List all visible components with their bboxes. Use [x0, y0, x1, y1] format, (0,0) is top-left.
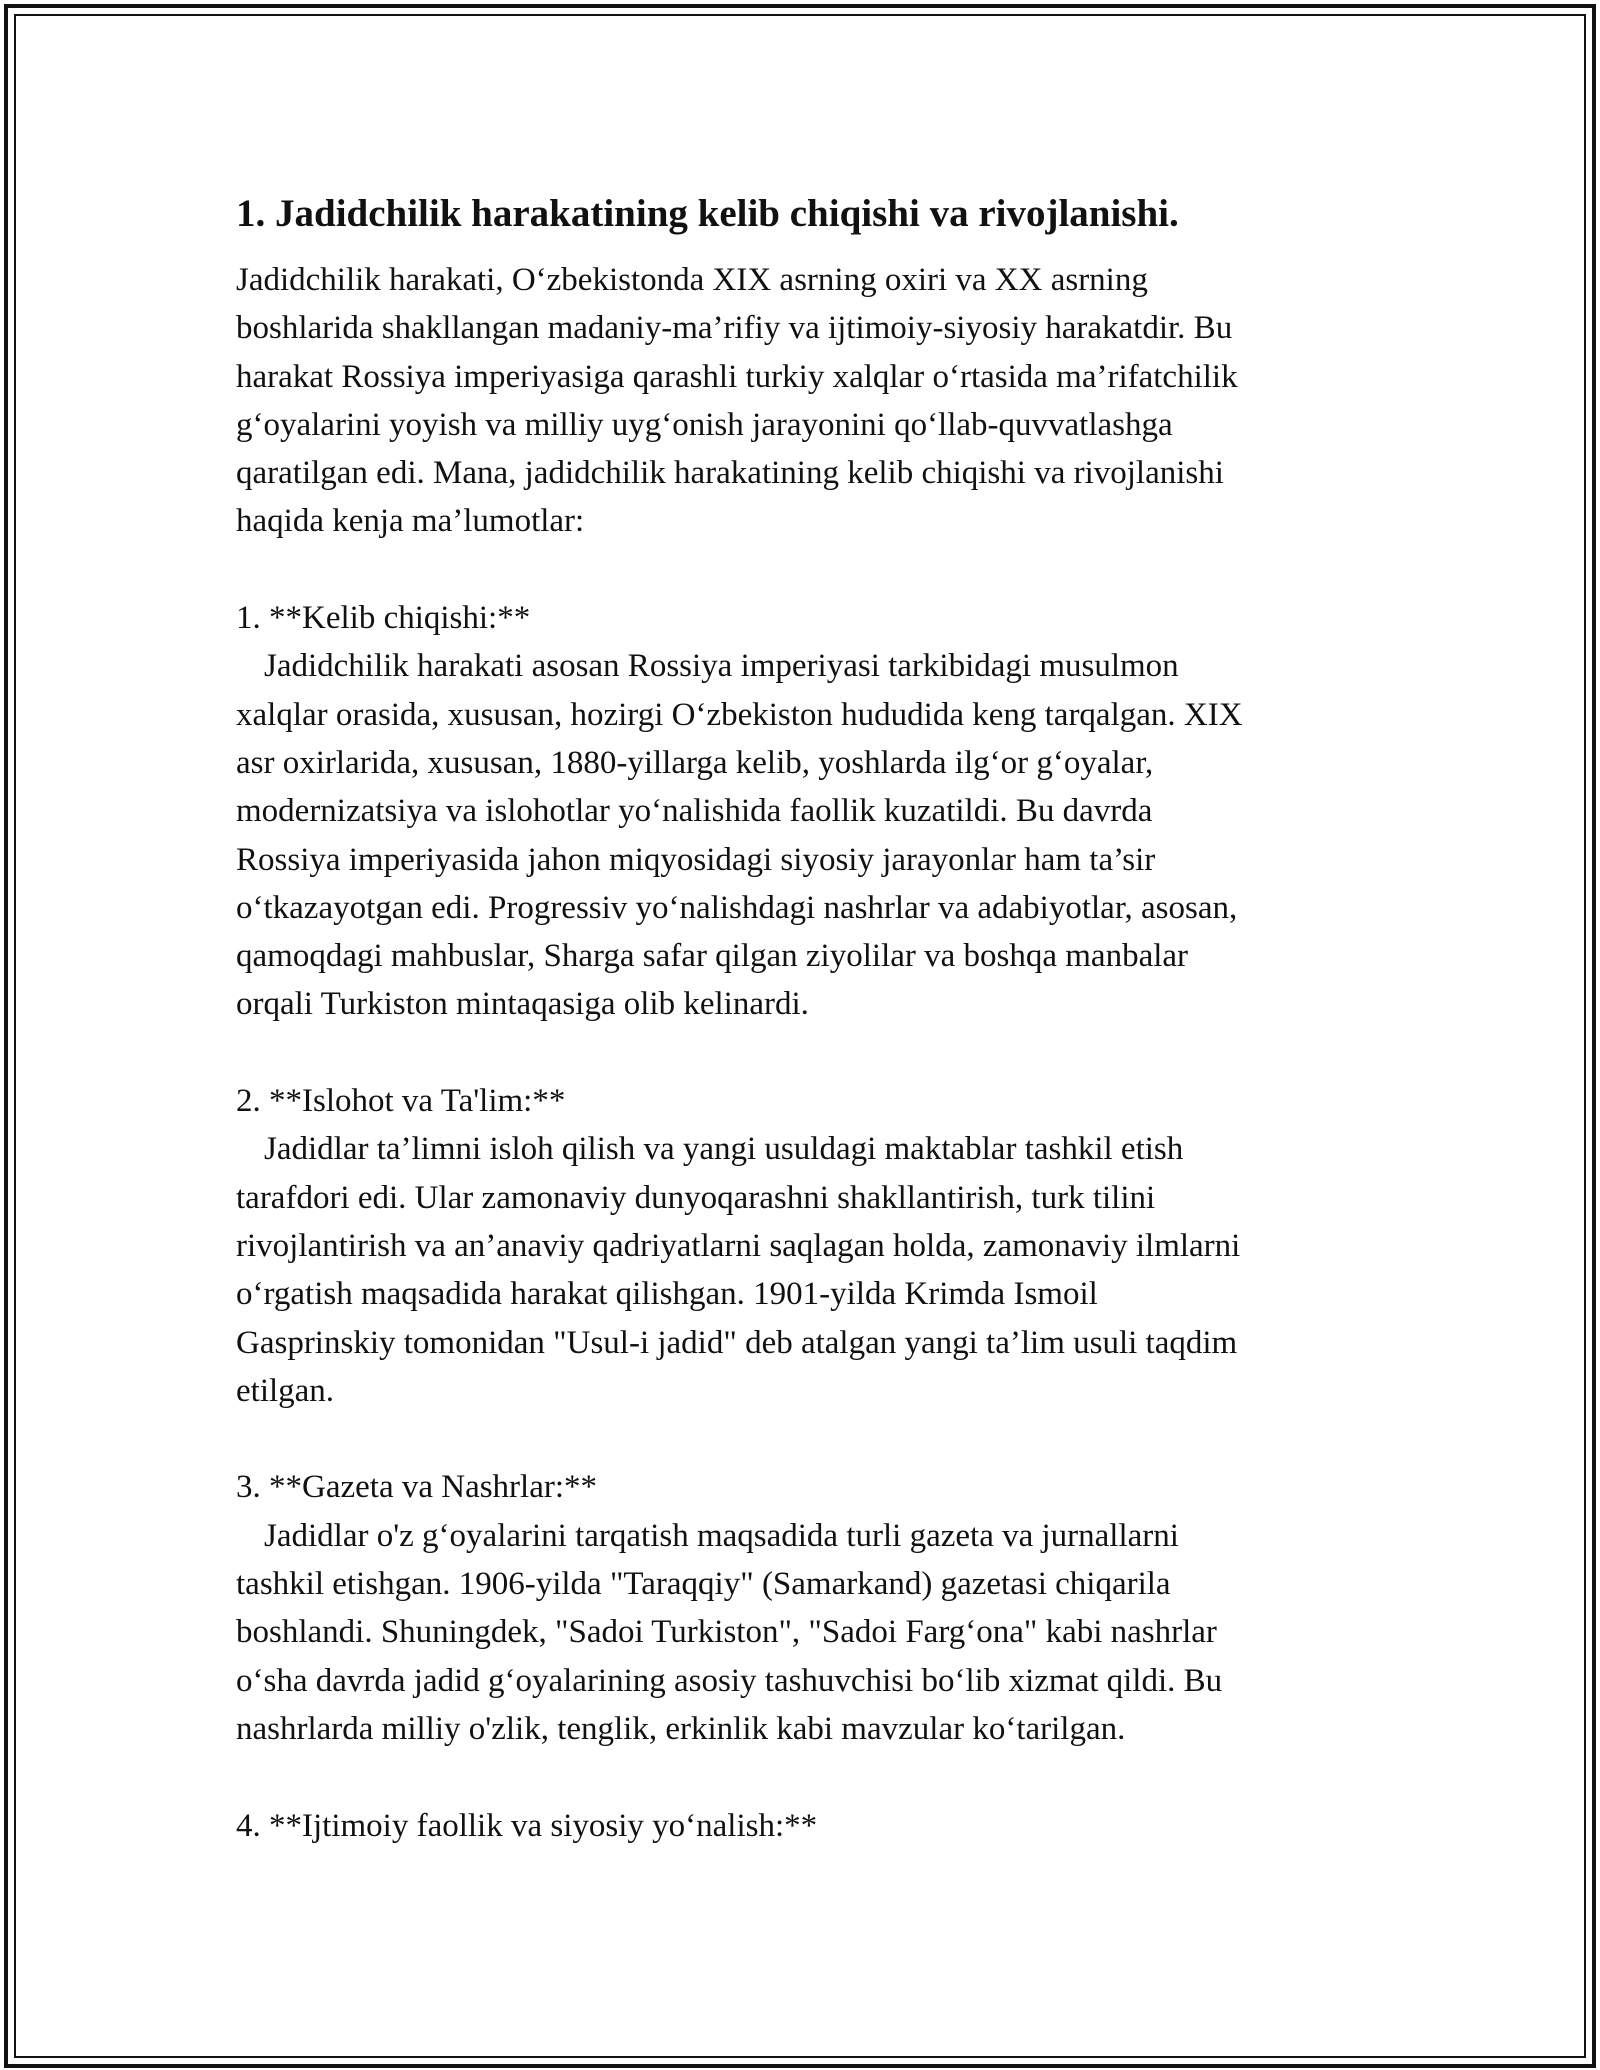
section-body: [236, 642, 1366, 1028]
section-ijtimoiy-faollik: [236, 1802, 1366, 1850]
paragraph-gap: [236, 546, 1366, 594]
paragraph-gap: [236, 1753, 1366, 1801]
section-line: nashrlarda milliy o'zlik, tenglik, erkinlik kabi mavzular ko‘tarilgan.: [236, 1710, 1126, 1747]
section-line: o‘sha davrda jadid g‘oyalarining asosiy tashuvchisi bo‘lib xizmat qildi. Bu: [236, 1662, 1223, 1699]
section-line: modernizatsiya va islohotlar yo‘nalishida faollik kuzatildi. Bu davrda: [236, 793, 1153, 830]
section-line: asr oxirlarida, xususan, 1880-yillarga kelib, yoshlarda ilg‘or g‘oyalar,: [236, 744, 1154, 781]
section-heading: 4. **Ijtimoiy faollik va siyosiy yo‘nalish:**: [236, 1807, 818, 1844]
section-line: tashkil etishgan. 1906-yilda "Taraqqiy" (Samarkand) gazetasi chiqarila: [236, 1566, 1171, 1603]
document-page: [236, 190, 1366, 1850]
section-line: tarafdori edi. Ular zamonaviy dunyoqarashni shakllantirish, turk tilini: [236, 1179, 1156, 1216]
section-line: Jadidchilik harakati asosan Rossiya imperiyasi tarkibidagi musulmon: [264, 648, 1179, 685]
intro-line: Jadidchilik harakati, O‘zbekistonda XIX asrning oxiri va XX asrning: [236, 262, 1148, 298]
intro-line: harakat Rossiya imperiyasiga qarashli turkiy xalqlar o‘rtasida ma’rifatchilik: [236, 358, 1238, 395]
paragraph-gap: [236, 1415, 1366, 1463]
section-heading: 1. **Kelib chiqishi:**: [236, 600, 531, 637]
section-line: Gasprinskiy tomonidan "Usul-i jadid" deb atalgan yangi ta’lim usuli taqdim: [236, 1324, 1238, 1361]
intro-line: boshlarida shakllangan madaniy-ma’rifiy va ijtimoiy-siyosiy harakatdir. Bu: [236, 310, 1233, 347]
section-line: Rossiya imperiyasida jahon miqyosidagi siyosiy jarayonlar ham ta’sir: [236, 841, 1156, 878]
section-line: Jadidlar ta’limni isloh qilish va yangi usuldagi maktablar tashkil etish: [264, 1131, 1184, 1168]
section-line: boshlandi. Shuningdek, "Sadoi Turkiston", "Sadoi Farg‘ona" kabi nashrlar: [236, 1614, 1217, 1651]
section-line: o‘rgatish maqsadida harakat qilishgan. 1901-yilda Krimda Ismoil: [236, 1276, 1098, 1313]
section-line: o‘tkazayotgan edi. Progressiv yo‘nalishdagi nashrlar va adabiyotlar, asosan,: [236, 889, 1238, 926]
section-body: [236, 1512, 1366, 1753]
section-line: qamoqdagi mahbuslar, Sharga safar qilgan ziyolilar va boshqa manbalar: [236, 938, 1189, 975]
section-line: rivojlantirish va an’anaviy qadriyatlarni saqlagan holda, zamonaviy ilmlarni: [236, 1227, 1241, 1264]
intro-line: g‘oyalarini yoyish va milliy uyg‘onish jarayonini qo‘llab-quvvatlashga: [236, 406, 1173, 443]
section-gazeta-va-nashrlar: [236, 1463, 1366, 1753]
paragraph-gap: [236, 1029, 1366, 1077]
section-islohot-va-talim: [236, 1077, 1366, 1415]
intro-line: qaratilgan edi. Mana, jadidchilik harakatining kelib chiqishi va rivojlanishi: [236, 455, 1224, 492]
section-body: [236, 1125, 1366, 1415]
document-title: 1. Jadidchilik harakatining kelib chiqishi va rivojlanishi.: [236, 192, 1179, 235]
section-heading: 3. **Gazeta va Nashrlar:**: [236, 1469, 598, 1506]
section-line: Jadidlar o'z g‘oyalarini tarqatish maqsadida turli gazeta va jurnallarni: [264, 1517, 1179, 1554]
section-line: etilgan.: [236, 1372, 335, 1409]
section-line: xalqlar orasida, xususan, hozirgi O‘zbekiston hududida keng tarqalgan. XIX: [236, 696, 1243, 733]
section-heading: 2. **Islohot va Ta'lim:**: [236, 1083, 566, 1120]
intro-line: haqida kenja ma’lumotlar:: [236, 503, 585, 540]
intro-paragraph: [236, 256, 1366, 546]
section-line: orqali Turkiston mintaqasiga olib kelinardi.: [236, 986, 809, 1023]
section-kelib-chiqishi: [236, 594, 1366, 1029]
